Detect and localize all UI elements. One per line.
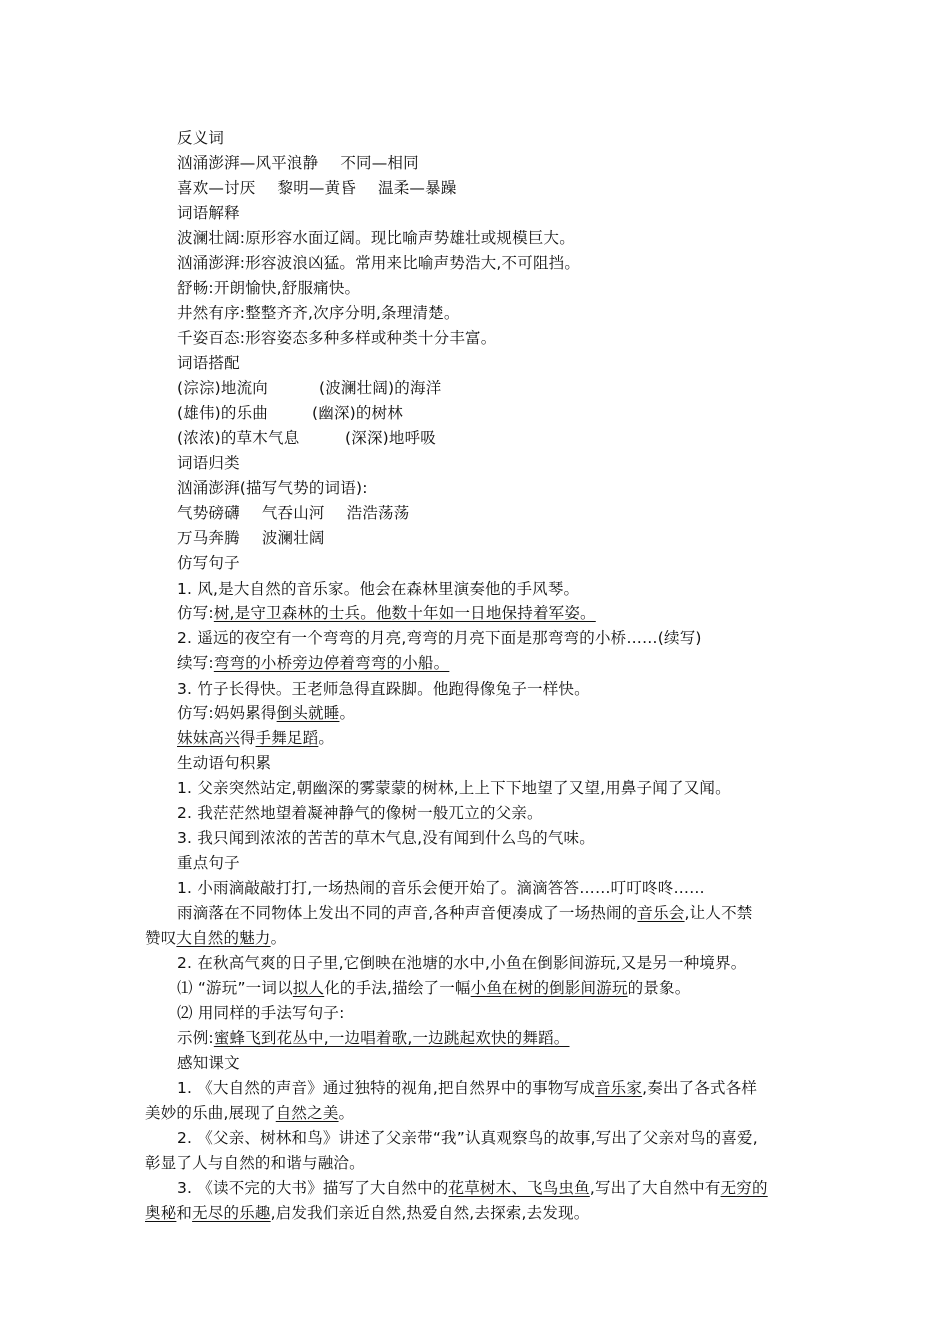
perceive-answer: 无穷的 bbox=[720, 1179, 768, 1197]
perceive-text: 美妙的乐曲,展现了 bbox=[145, 1104, 276, 1122]
example-label: 示例: bbox=[177, 1029, 214, 1047]
perceive-text: 1. 《大自然的声音》通过独特的视角,把自然界中的事物写成 bbox=[177, 1079, 595, 1097]
perceive-text: ,启发我们亲近自然,热爱自然,去探索,去发现。 bbox=[270, 1204, 590, 1222]
example-answer: 蜜蜂飞到花丛中,一边唱着歌,一边跳起欢快的舞蹈。 bbox=[213, 1029, 570, 1047]
question-text: 化的手法,描绘了一幅 bbox=[324, 979, 471, 997]
explanation-item: 波澜壮阔:原形容水面辽阔。现比喻声势雄壮或规模巨大。 bbox=[177, 229, 575, 247]
key-sentence-1: 1. 小雨滴敲敲打打,一场热闹的音乐会便开始了。滴滴答答……叮叮咚咚…… bbox=[177, 879, 705, 897]
key-analysis-1-cont bbox=[145, 928, 286, 948]
key-heading: 重点句子 bbox=[177, 854, 240, 872]
vivid-item: 1. 父亲突然站定,朝幽深的雾蒙蒙的树林,上上下下地望了又望,用鼻子闻了又闻。 bbox=[177, 779, 731, 797]
imitation-answer-2 bbox=[177, 653, 449, 673]
analysis-text: 赞叹 bbox=[145, 929, 177, 947]
antonyms-heading: 反义词 bbox=[177, 129, 225, 147]
collocation-heading: 词语搭配 bbox=[177, 354, 240, 372]
vivid-item: 3. 我只闻到浓浓的苦苦的草木气息,没有闻到什么鸟的气味。 bbox=[177, 829, 595, 847]
explanation-item: 汹涌澎湃:形容波浪凶猛。常用来比喻声势浩大,不可阻挡。 bbox=[177, 254, 581, 272]
analysis-answer: 音乐会 bbox=[637, 904, 685, 922]
antonyms-line-1 bbox=[177, 153, 419, 173]
question-answer: 小鱼在树的倒影间游玩 bbox=[470, 979, 628, 997]
analysis-text: ,让人不禁 bbox=[684, 904, 753, 922]
classify-row-1 bbox=[177, 503, 409, 523]
collocation-right: (幽深)的树林 bbox=[312, 404, 403, 422]
analysis-text: 雨滴落在不同物体上发出不同的声音,各种声音便凑成了一场热闹的 bbox=[177, 904, 638, 922]
classify-heading: 词语归类 bbox=[177, 454, 240, 472]
key-analysis-1 bbox=[177, 903, 752, 923]
answer-label: 仿写:妈妈累得 bbox=[177, 704, 277, 722]
collocation-row bbox=[177, 378, 441, 398]
imitation-sentence-2: 2. 遥远的夜空有一个弯弯的月亮,弯弯的月亮下面是那弯弯的小桥……(续写) bbox=[177, 629, 702, 647]
imitation-sentence-1: 1. 风,是大自然的音乐家。他会在森林里演奏他的手风琴。 bbox=[177, 580, 580, 598]
key-example bbox=[177, 1028, 569, 1048]
perceive-item-2-cont: 彰显了人与自然的和谐与融洽。 bbox=[145, 1154, 365, 1172]
perceive-text: 3. 《读不完的大书》描写了大自然中的 bbox=[177, 1179, 449, 1197]
perceive-item-1 bbox=[177, 1078, 757, 1098]
perceive-item-2: 2. 《父亲、树林和鸟》讲述了父亲带“我”认真观察鸟的故事,写出了父亲对鸟的喜爱, bbox=[177, 1129, 758, 1147]
imitation-answer-3 bbox=[177, 703, 355, 723]
collocation-left: (淙淙)地流向 bbox=[177, 379, 268, 397]
imitation-sentence-3: 3. 竹子长得快。王老师急得直跺脚。他跑得像兔子一样快。 bbox=[177, 680, 590, 698]
classify-word: 波澜壮阔 bbox=[261, 529, 325, 547]
punctuation: 。 bbox=[339, 704, 356, 722]
perceive-text: ,写出了大自然中有 bbox=[589, 1179, 721, 1197]
imitation-heading: 仿写句子 bbox=[177, 554, 240, 572]
question-text: 的景象。 bbox=[627, 979, 691, 997]
collocation-left: (浓浓)的草木气息 bbox=[177, 429, 300, 447]
perceive-item-3-cont bbox=[145, 1203, 589, 1223]
question-answer: 拟人 bbox=[292, 979, 325, 997]
analysis-answer: 大自然的魅力 bbox=[176, 929, 271, 947]
collocation-row bbox=[177, 428, 436, 448]
perceive-text: 和 bbox=[176, 1204, 193, 1222]
key-question-2a bbox=[177, 978, 690, 998]
answer-label: 续写: bbox=[177, 654, 214, 672]
perceive-item-3 bbox=[177, 1178, 768, 1198]
antonyms-line-2 bbox=[177, 178, 457, 198]
perceive-heading: 感知课文 bbox=[177, 1054, 240, 1072]
antonym-pair: 汹涌澎湃—风平浪静 bbox=[177, 154, 319, 172]
explanation-item: 千姿百态:形容姿态多种多样或种类十分丰富。 bbox=[177, 329, 497, 347]
classify-row-2 bbox=[177, 528, 325, 548]
antonym-pair: 黎明—黄昏 bbox=[277, 179, 357, 197]
answer-label: 仿写: bbox=[177, 604, 214, 622]
collocation-left: (雄伟)的乐曲 bbox=[177, 404, 268, 422]
punctuation: 。 bbox=[338, 1104, 355, 1122]
imitation-answer-1 bbox=[177, 603, 596, 623]
perceive-answer: 自然之美 bbox=[275, 1104, 339, 1122]
explanations-heading: 词语解释 bbox=[177, 204, 240, 222]
answer-text: 倒头就睡 bbox=[276, 704, 340, 722]
classify-word: 气势磅礴 bbox=[177, 504, 240, 522]
perceive-item-1-cont bbox=[145, 1103, 354, 1123]
antonym-pair: 温柔—暴躁 bbox=[378, 179, 457, 197]
classify-intro: 汹涌澎湃(描写气势的词语): bbox=[177, 479, 368, 497]
explanation-item: 井然有序:整整齐齐,次序分明,条理清楚。 bbox=[177, 304, 460, 322]
vivid-item: 2. 我茫茫然地望着凝神静气的像树一般兀立的父亲。 bbox=[177, 804, 543, 822]
answer-text: 手舞足蹈 bbox=[255, 729, 319, 747]
classify-word: 气吞山河 bbox=[261, 504, 325, 522]
perceive-answer: 花草树木、飞鸟虫鱼 bbox=[448, 1179, 590, 1197]
punctuation: 。 bbox=[270, 929, 287, 947]
answer-text: 弯弯的小桥旁边停着弯弯的小船。 bbox=[213, 654, 450, 672]
key-question-2b: ⑵ 用同样的手法写句子: bbox=[177, 1004, 345, 1022]
imitation-answer-3b bbox=[177, 728, 334, 748]
perceive-answer: 奥秘 bbox=[145, 1204, 177, 1222]
antonym-pair: 喜欢—讨厌 bbox=[177, 179, 256, 197]
explanation-item: 舒畅:开朗愉快,舒服痛快。 bbox=[177, 279, 361, 297]
classify-word: 浩浩荡荡 bbox=[346, 504, 410, 522]
classify-word: 万马奔腾 bbox=[177, 529, 240, 547]
vivid-heading: 生动语句积累 bbox=[177, 754, 272, 772]
answer-text: 得 bbox=[239, 729, 256, 747]
answer-text: 妹妹高兴 bbox=[177, 729, 240, 747]
collocation-right: (深深)地呼吸 bbox=[345, 429, 436, 447]
antonym-pair: 不同—相同 bbox=[340, 154, 419, 172]
perceive-text: ,奏出了各式各样 bbox=[642, 1079, 758, 1097]
key-sentence-2: 2. 在秋高气爽的日子里,它倒映在池塘的水中,小鱼在倒影间游玩,又是另一种境界。 bbox=[177, 954, 747, 972]
collocation-row bbox=[177, 403, 403, 423]
collocation-right: (波澜壮阔)的海洋 bbox=[319, 379, 442, 397]
answer-text: 树,是守卫森林的士兵。他数十年如一日地保持着军姿。 bbox=[213, 604, 596, 622]
perceive-answer: 无尽的乐趣 bbox=[192, 1204, 271, 1222]
question-text: ⑴ “游玩”一词以 bbox=[177, 979, 293, 997]
punctuation: 。 bbox=[318, 729, 335, 747]
perceive-answer: 音乐家 bbox=[594, 1079, 643, 1097]
